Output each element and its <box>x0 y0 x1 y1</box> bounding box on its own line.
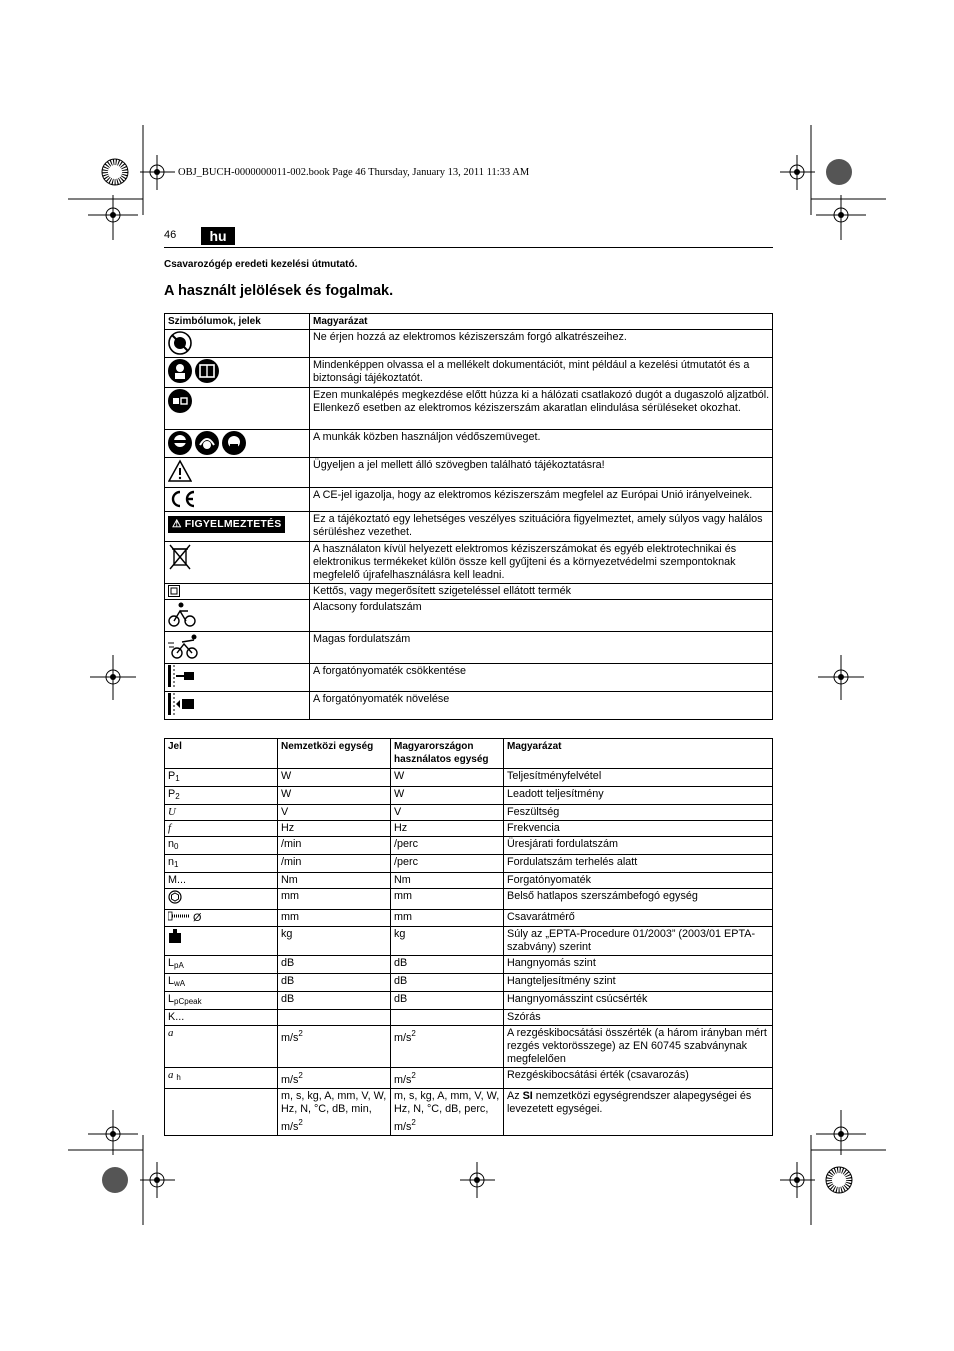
table-row <box>165 600 773 632</box>
hu-unit-header: Magyarországon használatos egység <box>391 739 504 769</box>
unplug-icon <box>168 389 192 413</box>
explanation-header: Magyarázat <box>310 314 773 330</box>
table-row: $L_{pCpeak}$ dB dB Hangnyomásszint csúcsérték <box>165 992 773 1010</box>
table-row: $P_1$ W W Teljesítményfelvétel <box>165 769 773 787</box>
explanation-cell: Ne érjen hozzá az elektromos kéziszerszám forgó alkatrészeihez. <box>310 330 773 358</box>
table-row: kg kg Súly az „EPTA-Procedure 01/2003” (2003/01 EPTA-szabvány) szerint <box>165 927 773 956</box>
table-row: m, s, kg, A, mm, V, W, Hz, N, °C, dB, min, $m/s^2$ m, s, kg, A, mm, V, W, Hz, N, °C, dB, perc, $m/s^2$ Az SI nemzetközi egységrendszer alapegységei és levezetett egységei. <box>165 1089 773 1136</box>
weight-icon <box>168 928 182 944</box>
section-heading: A használt jelölések és fogalmak. <box>164 283 394 299</box>
ear-protection-icon <box>195 431 219 455</box>
table-row <box>165 330 773 358</box>
symbols-header: Szimbólumok, jelek <box>165 314 310 330</box>
symbol-header: Jel <box>165 739 278 769</box>
dust-mask-icon <box>222 431 246 455</box>
table-row <box>165 632 773 664</box>
table-row: a $_h$ $m/s^2$ $m/s^2$ Rezgéskibocsátási érték (csavarozás) <box>165 1068 773 1089</box>
hex-socket-icon <box>168 890 182 904</box>
explanation-cell: A használaton kívül helyezett elektromos kéziszerszámokat és egyéb elektrotechnikai és elektronikus termékeket külön össze kell gyűjteni és a környezetvédelmi szempontoknak megfelelő újrafelhasználásra kell leadni. <box>310 542 773 584</box>
explanation-cell: Magas fordulatszám <box>310 632 773 664</box>
page-number: 46 <box>164 229 177 241</box>
table-row: a $m/s^2$ $m/s^2$ A rezgéskibocsátási összérték (a három irányban mért rezgés vektorösszege) az EN 60745 szabványnak megfelelően <box>165 1026 773 1068</box>
crossed-bin-icon <box>168 543 192 571</box>
table-row <box>165 458 773 488</box>
explanation-cell: Kettős, vagy megerősített szigeteléssel ellátott termék <box>310 584 773 600</box>
explanation-cell: A forgatónyomaték növelése <box>310 692 773 720</box>
explanation-cell: Ezen munkalépés megkezdése előtt húzza ki a hálózati csatlakozó dugót a dugaszoló aljzatból. Ellenkező esetben az elektromos kéziszerszám akaratlan elindulása sérüléseket okozhat. <box>310 388 773 430</box>
explanation-header: Magyarázat <box>504 739 773 769</box>
table-row: $n_1$ /min /perc Fordulatszám terhelés alatt <box>165 855 773 873</box>
torque-decrease-icon <box>168 665 196 687</box>
manual-book-icon <box>195 359 219 383</box>
table-row: M... Nm Nm Forgatónyomaték <box>165 873 773 889</box>
table-row <box>165 664 773 692</box>
table-row: U V V Feszültség <box>165 805 773 821</box>
table-row: $L_{pA}$ dB dB Hangnyomás szint <box>165 956 773 974</box>
warning-triangle-icon <box>168 459 192 483</box>
table-row: mm mm Belső hatlapos szerszámbefogó egység <box>165 889 773 910</box>
slow-bicycle-icon <box>168 601 196 627</box>
table-row <box>165 430 773 458</box>
book-info-line: OBJ_BUCH-0000000011-002.book Page 46 Thursday, January 13, 2011 11:33 AM <box>178 167 530 178</box>
header-rule <box>164 247 773 248</box>
no-touch-rotating-icon <box>168 331 192 355</box>
double-insulation-icon <box>168 585 180 597</box>
warning-label-icon: ⚠ FIGYELMEZTETÉS <box>168 516 285 533</box>
table-row: $n_0$ /min /perc Üresjárati fordulatszám <box>165 837 773 855</box>
units-table <box>164 738 773 1136</box>
explanation-cell: Mindenképpen olvassa el a mellékelt dokumentációt, mint például a kezelési útmutatót és a biztonsági tájékoztatót. <box>310 358 773 388</box>
explanation-cell: Ügyeljen a jel mellett álló szövegben található tájékoztatásra! <box>310 458 773 488</box>
table-row <box>165 358 773 388</box>
table-row: $L_{wA}$ dB dB Hangteljesítmény szint <box>165 974 773 992</box>
intl-unit-header: Nemzetközi egység <box>278 739 391 769</box>
table-row: K... Szórás <box>165 1010 773 1026</box>
table-row: $P_2$ W W Leadott teljesítmény <box>165 787 773 805</box>
language-badge: hu <box>201 227 235 245</box>
screw-icon <box>168 911 190 921</box>
protective-goggles-icon <box>168 431 192 455</box>
symbols-table <box>164 313 773 720</box>
table-row: f Hz Hz Frekvencia <box>165 821 773 837</box>
explanation-cell: A munkák közben használjon védőszemüveget. <box>310 430 773 458</box>
read-manual-icon <box>168 359 192 383</box>
table-row <box>165 512 773 542</box>
table-row <box>165 388 773 430</box>
explanation-cell: A forgatónyomaték csökkentése <box>310 664 773 692</box>
table-row <box>165 584 773 600</box>
ce-mark-icon <box>168 489 198 509</box>
explanation-cell: A CE-jel igazolja, hogy az elektromos kéziszerszám megfelel az Európai Unió irányelveinek. <box>310 488 773 512</box>
warning-label-text: FIGYELMEZTETÉS <box>184 518 282 530</box>
table-row <box>165 692 773 720</box>
table-row <box>165 488 773 512</box>
table-row <box>165 542 773 584</box>
document-subtitle: Csavarozógép eredeti kezelési útmutató. <box>164 259 358 270</box>
fast-bicycle-icon <box>168 633 200 659</box>
torque-increase-icon <box>168 693 196 715</box>
table-row: Ø mm mm Csavarátmérő <box>165 910 773 927</box>
explanation-cell: Ez a tájékoztató egy lehetséges veszélyes szituációra figyelmeztet, amely súlyos vagy halálos sérüléshez vezethet. <box>310 512 773 542</box>
explanation-cell: Alacsony fordulatszám <box>310 600 773 632</box>
